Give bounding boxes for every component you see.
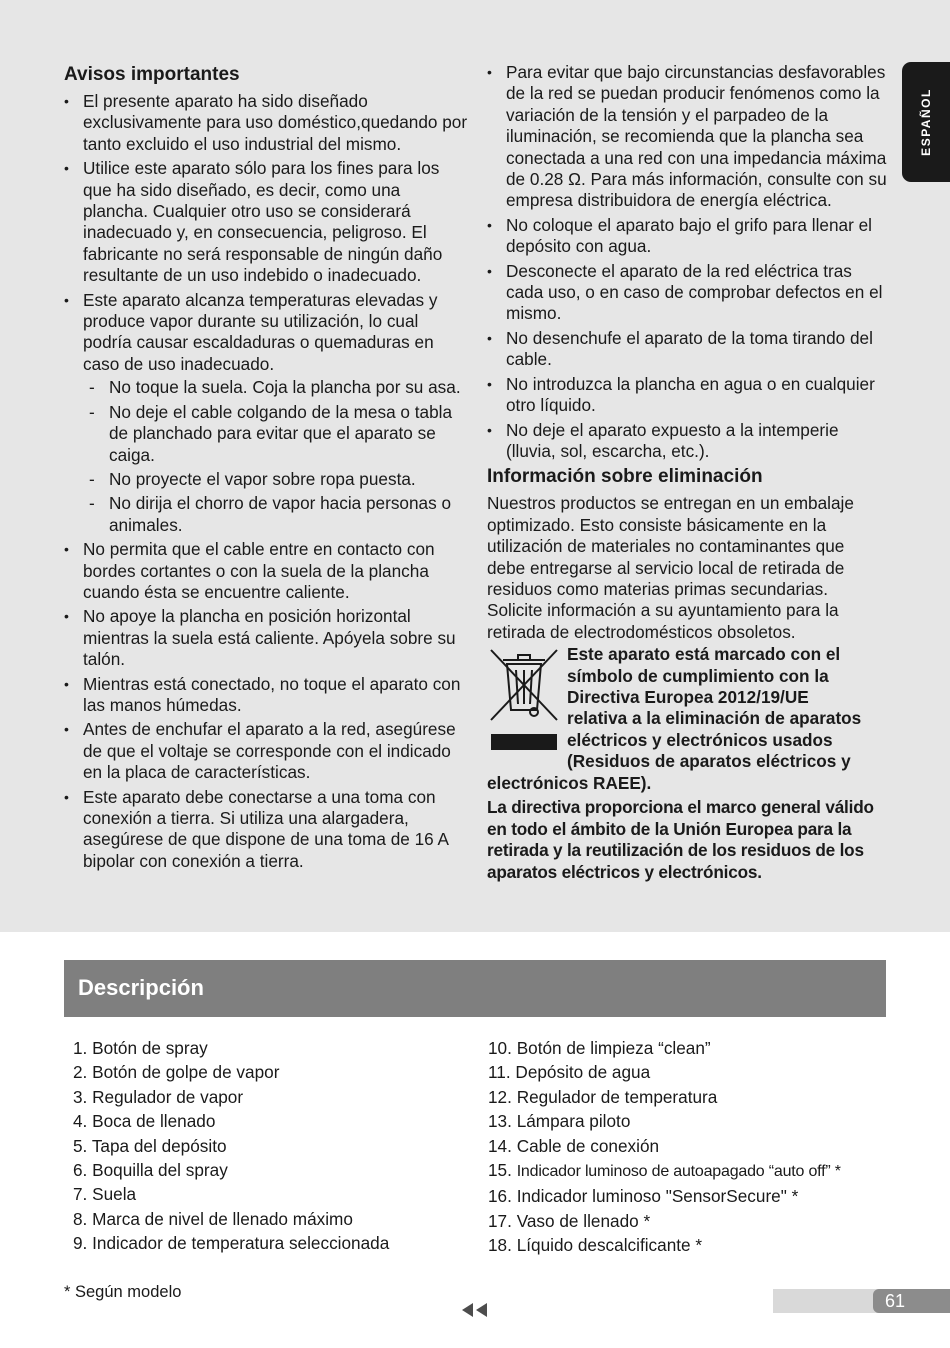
list-item: • No coloque el aparato bajo el grifo para llenar el depósito con agua. bbox=[487, 215, 887, 258]
item-number: 1. bbox=[73, 1038, 88, 1058]
item-label: Marca de nivel de llenado máximo bbox=[92, 1208, 353, 1229]
item-number: 10. bbox=[488, 1038, 512, 1058]
item-label: Vaso de llenado * bbox=[516, 1210, 651, 1231]
item-number: 7. bbox=[73, 1184, 88, 1205]
description-header bbox=[64, 960, 886, 1017]
item-number: 14. bbox=[488, 1135, 512, 1156]
parts-list-item bbox=[73, 1182, 389, 1206]
list-item-text: Este aparato alcanza temperaturas elevadas y produce vapor durante su utilización, lo cual podría causar escaldaduras o quemaduras en caso de uso inadecuado. bbox=[83, 289, 438, 374]
list-item: • Desconecte el aparato de la red eléctrica tras cada uso, o en caso de comprobar defectos en el mismo. bbox=[487, 261, 887, 325]
parts-list-item bbox=[488, 1036, 841, 1060]
item-label: Cable de conexión bbox=[516, 1135, 660, 1156]
sub-list-item: - No toque la suela. Coja la plancha por su asa. bbox=[83, 377, 469, 398]
parts-list-item bbox=[488, 1184, 841, 1208]
list-item: • Para evitar que bajo circunstancias desfavorables de la red se puedan producir fenómenos como la variación de la tensión y el parpadeo de la iluminación, se recomienda que la plancha sea conectada a una red con una impedancia máxima de 0.28 Ω. Para más información, consulte con su empresa distribuidora de energía eléctrica. bbox=[487, 62, 887, 212]
sub-list bbox=[83, 377, 469, 536]
item-label: Indicador luminoso de autoapagado “auto off” * bbox=[516, 1163, 841, 1181]
list-item: • No permita que el cable entre en contacto con bordes cortantes o con la suela de la plancha cuando ésta se encuentre caliente. bbox=[64, 539, 469, 603]
parts-list-item bbox=[488, 1085, 841, 1109]
item-number: 17. bbox=[488, 1210, 512, 1231]
item-label: Lámpara piloto bbox=[516, 1111, 631, 1132]
double-left-arrow-icon[interactable] bbox=[462, 1303, 490, 1317]
warnings-list-continued bbox=[487, 62, 887, 462]
item-number: 2. bbox=[73, 1062, 88, 1083]
parts-list-item bbox=[488, 1209, 841, 1233]
parts-list-right bbox=[488, 1036, 841, 1258]
weee-line: Este aparato está marcado con el bbox=[567, 644, 841, 665]
item-number: 6. bbox=[73, 1160, 88, 1181]
weee-line: electrónicos RAEE). bbox=[487, 772, 652, 793]
parts-list-item bbox=[73, 1158, 389, 1182]
parts-list-item bbox=[488, 1233, 841, 1257]
item-number: 15. bbox=[488, 1160, 512, 1181]
list-item: • No deje el aparato expuesto a la intemperie (lluvia, sol, escarcha, etc.). bbox=[487, 420, 887, 463]
item-number: 13. bbox=[488, 1111, 512, 1132]
parts-list-item bbox=[73, 1109, 389, 1133]
sub-list-item: - No dirija el chorro de vapor hacia personas o animales. bbox=[83, 493, 469, 536]
item-label: Botón de golpe de vapor bbox=[92, 1062, 280, 1083]
item-number: 11. bbox=[488, 1062, 511, 1083]
list-item: • Este aparato debe conectarse a una toma con conexión a tierra. Si utiliza una alargadera, asegúrese de que dispone de una toma de 16 A bipolar con conexión a tierra. bbox=[64, 787, 469, 873]
language-tab-label: ESPAÑOL bbox=[919, 88, 933, 156]
parts-list-item bbox=[488, 1109, 841, 1133]
parts-list-item bbox=[488, 1134, 841, 1158]
language-tab bbox=[902, 62, 950, 182]
parts-list-item bbox=[488, 1158, 841, 1184]
weee-line: eléctricos y electrónicos usados bbox=[567, 729, 833, 750]
item-label: Suela bbox=[92, 1184, 137, 1205]
warnings-left-column bbox=[64, 62, 469, 875]
list-item: • No introduzca la plancha en agua o en cualquier otro líquido. bbox=[487, 374, 887, 417]
weee-line: (Residuos de aparatos eléctricos y bbox=[567, 751, 851, 772]
item-label: Boca de llenado bbox=[92, 1111, 216, 1132]
disposal-title: Información sobre eliminación bbox=[487, 466, 763, 488]
item-label: Botón de limpieza “clean” bbox=[516, 1038, 711, 1058]
item-label: Botón de spray bbox=[92, 1038, 208, 1058]
footnote: * Según modelo bbox=[64, 1283, 182, 1301]
item-number: 12. bbox=[488, 1086, 512, 1107]
item-label: Boquilla del spray bbox=[92, 1160, 228, 1181]
weee-line: símbolo de cumplimiento con la bbox=[567, 665, 829, 686]
parts-list-item bbox=[73, 1060, 389, 1084]
parts-list-item bbox=[73, 1134, 389, 1158]
item-number: 9. bbox=[73, 1233, 88, 1254]
parts-list-item bbox=[73, 1231, 389, 1255]
item-number: 18. bbox=[488, 1235, 512, 1256]
warnings-title: Avisos importantes bbox=[64, 64, 240, 85]
warnings-right-column bbox=[487, 62, 887, 883]
item-label: Indicador de temperatura seleccionada bbox=[92, 1233, 390, 1254]
item-label: Regulador de vapor bbox=[92, 1086, 244, 1107]
list-item bbox=[64, 290, 469, 536]
item-label: Tapa del depósito bbox=[91, 1135, 227, 1156]
parts-list-item bbox=[488, 1060, 841, 1084]
item-label: Regulador de temperatura bbox=[516, 1086, 718, 1107]
parts-list-left bbox=[73, 1036, 389, 1256]
weee-notice bbox=[487, 644, 887, 883]
weee-line: Directiva Europea 2012/19/UE bbox=[567, 686, 809, 707]
list-item: • No apoye la plancha en posición horizontal mientras la suela está caliente. Apóyela sobre su talón. bbox=[64, 606, 469, 670]
parts-list-item bbox=[73, 1085, 389, 1109]
crossed-out-wheelie-bin-icon bbox=[487, 646, 561, 752]
list-item: • Antes de enchufar el aparato a la red, asegúrese de que el voltaje se corresponde con el indicado en la placa de características. bbox=[64, 719, 469, 783]
item-number: 5. bbox=[73, 1135, 88, 1156]
description-title: Descripción bbox=[78, 975, 204, 1000]
item-label: Depósito de agua bbox=[515, 1062, 651, 1083]
list-item: • Mientras está conectado, no toque el aparato con las manos húmedas. bbox=[64, 674, 469, 717]
list-item: • No desenchufe el aparato de la toma tirando del cable. bbox=[487, 328, 887, 371]
page-number: 61 bbox=[873, 1289, 950, 1313]
list-item: • El presente aparato ha sido diseñado exclusivamente para uso doméstico,quedando por tanto excluido el uso industrial del mismo. bbox=[64, 91, 469, 155]
list-item: • Utilice este aparato sólo para los fines para los que ha sido diseñado, es decir, como una plancha. Cualquier otro uso se considerará inadecuado y, en consecuencia, peligroso. El fabricante no será responsable de ningún daño resultante de un uso indebido o inadecuado. bbox=[64, 158, 469, 286]
parts-list-item bbox=[73, 1207, 389, 1231]
item-label: Líquido descalcificante * bbox=[516, 1235, 703, 1256]
item-number: 8. bbox=[73, 1208, 88, 1229]
warnings-list bbox=[64, 91, 469, 872]
parts-list-item bbox=[73, 1036, 389, 1060]
item-number: 4. bbox=[73, 1111, 88, 1132]
sub-list-item: - No proyecte el vapor sobre ropa puesta. bbox=[83, 469, 469, 490]
item-number: 3. bbox=[73, 1086, 88, 1107]
weee-line: relativa a la eliminación de aparatos bbox=[567, 708, 862, 729]
sub-list-item: - No deje el cable colgando de la mesa o tabla de planchado para evitar que el aparato se caiga. bbox=[83, 402, 469, 466]
item-label: Indicador luminoso "SensorSecure" * bbox=[516, 1186, 799, 1207]
item-number: 16. bbox=[488, 1186, 512, 1207]
disposal-text: Nuestros productos se entregan en un embalaje optimizado. Esto consiste básicamente en la utilización de materiales no contaminantes que debe entregarse al servicio local de retirada de residuos como materias primas secundarias. Solicite información a su ayuntamiento para la retirada de electrodomésticos obsoletos. bbox=[487, 493, 854, 642]
weee-directive-text: La directiva proporciona el marco general válido en todo el ámbito de la Unión Europea para la retirada y la reutilización de los residuos de los aparatos eléctricos y electrónicos. bbox=[487, 797, 874, 882]
